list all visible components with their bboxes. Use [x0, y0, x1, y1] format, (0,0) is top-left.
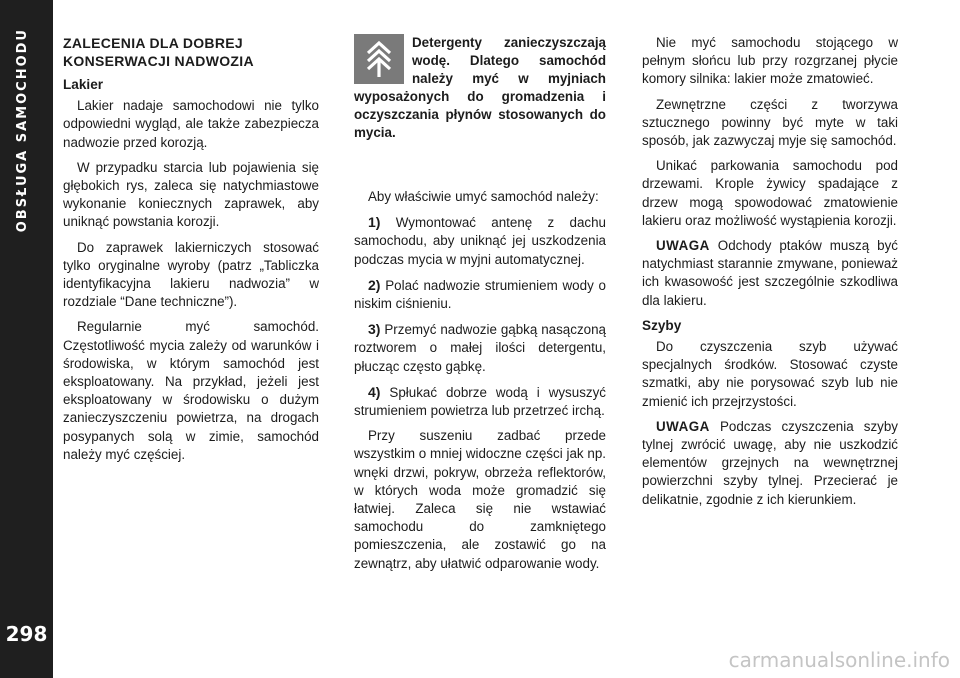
note-text: Odchody ptaków muszą być natychmiast starannie zmywane, ponieważ ich kwasowość jest szczególnie szkodliwa dla lakieru.: [642, 238, 898, 308]
note-bird-droppings: [642, 237, 898, 310]
section-heading: ZALECENIA DLA DOBREJ KONSERWACJI NADWOZIA: [63, 35, 254, 69]
sidebar: [0, 0, 53, 678]
intro-paragraph: Aby właściwie umyć samochód należy:: [368, 189, 599, 204]
note-label: UWAGA: [656, 238, 710, 254]
note-label: UWAGA: [656, 418, 710, 434]
paragraph: Nie myć samochodu stojącego w pełnym słońcu lub przy rozgrzanej płycie komory silnika: lakier może zmatowieć.: [642, 35, 898, 87]
step-2: [354, 276, 606, 313]
step-1: [354, 213, 606, 269]
column-1: [63, 34, 319, 471]
paragraph: Zewnętrzne części z tworzywa sztucznego powinny być myte w taki sposób, jak zazwyczaj myje się samochód.: [642, 96, 898, 149]
step-text: Wymontować antenę z dachu samochodu, aby uniknąć jej uszkodzenia podczas mycia w myjni automatycznej.: [354, 215, 606, 267]
step-3: [354, 320, 606, 376]
closing-paragraph: Przy suszeniu zadbać przede wszystkim o mniej widoczne części jak np. wnęki drzwi, pokryw, obrzeża reflektorów, w których woda może gromadzić się łatwiej. Zaleca się nie wstawiać samochodu do zamkniętego pomieszczenia, ale zostawić go na zewnątrz, aby ułatwić odparowanie wody.: [354, 428, 606, 571]
column-2: [354, 34, 606, 580]
note-rear-window: [642, 418, 898, 509]
section-title: OBSŁUGA SAMOCHODU: [15, 28, 30, 233]
page-number: 298: [5, 622, 48, 646]
step-text: Przemyć nadwozie gąbką nasączoną roztworem o małej ilości detergentu, płucząc często gąbkę.: [354, 322, 606, 374]
environment-warning: [354, 34, 606, 142]
subheading-windows: Szyby: [642, 317, 682, 333]
paragraph: Do zaprawek lakierniczych stosować tylko oryginalne wyroby (patrz „Tabliczka identyfikacyjna lakieru nadwozia” w rozdziale “Dane techniczne”).: [63, 239, 319, 310]
paragraph: W przypadku starcia lub pojawienia się głębokich rys, zaleca się natychmiastowe wykonanie koniecznych zaprawek, aby uniknąć powstania korozji.: [63, 159, 319, 230]
step-number: 2): [368, 276, 381, 293]
note-text: Podczas czyszczenia szyby tylnej zwrócić uwagę, aby nie uszkodzić elementów grzejnych na wewnętrznej powierzchni szyby tylnej. Przecierać je delikatnie, zgodnie z ich kierunkiem.: [642, 418, 898, 507]
paragraph: Unikać parkowania samochodu pod drzewami. Krople żywicy spadające z drzew mogą spowodować zmatowienie lakieru oraz możliwość wystąpienia korozji.: [642, 158, 898, 228]
column-3: [642, 34, 898, 516]
step-number: 1): [368, 214, 381, 231]
warning-text: Detergenty zanieczyszczają wodę. Dlatego samochód należy myć w myjniach wyposażonych do gromadzenia i oczyszczania płynów stosowanych do mycia.: [354, 35, 606, 140]
subheading-paint: Lakier: [63, 77, 104, 92]
step-4: [354, 383, 606, 420]
step-text: Spłukać dobrze wodą i wysuszyć strumieniem powietrza lub przetrzeć irchą.: [354, 384, 606, 419]
step-text: Polać nadwozie strumieniem wody o niskim ciśnieniu.: [354, 277, 606, 312]
step-number: 3): [368, 321, 381, 338]
paragraph: Lakier nadaje samochodowi nie tylko odpowiedni wygląd, ale także zabezpieczа nadwozie przed korozją.: [63, 98, 319, 150]
paragraph: Do czyszczenia szyb używać specjalnych środków. Stosować czyste szmatki, aby nie porysować szyb lub nie zmienić ich przejrzystości.: [642, 339, 898, 409]
environment-tree-icon: [354, 34, 404, 84]
step-number: 4): [368, 383, 381, 400]
paragraph: Regularnie myć samochód. Częstotliwość mycia zależy od warunków i środowiska, w którym samochód jest eksploatowany. Na przykład, jeżeli jest eksploatowany w środowisku o dużym zanieczyszczeniu powietrza, na drogach posypanych solą w zimie, samochód należy myć częściej.: [63, 319, 319, 462]
watermark: carmanualsonline.info: [728, 648, 950, 672]
